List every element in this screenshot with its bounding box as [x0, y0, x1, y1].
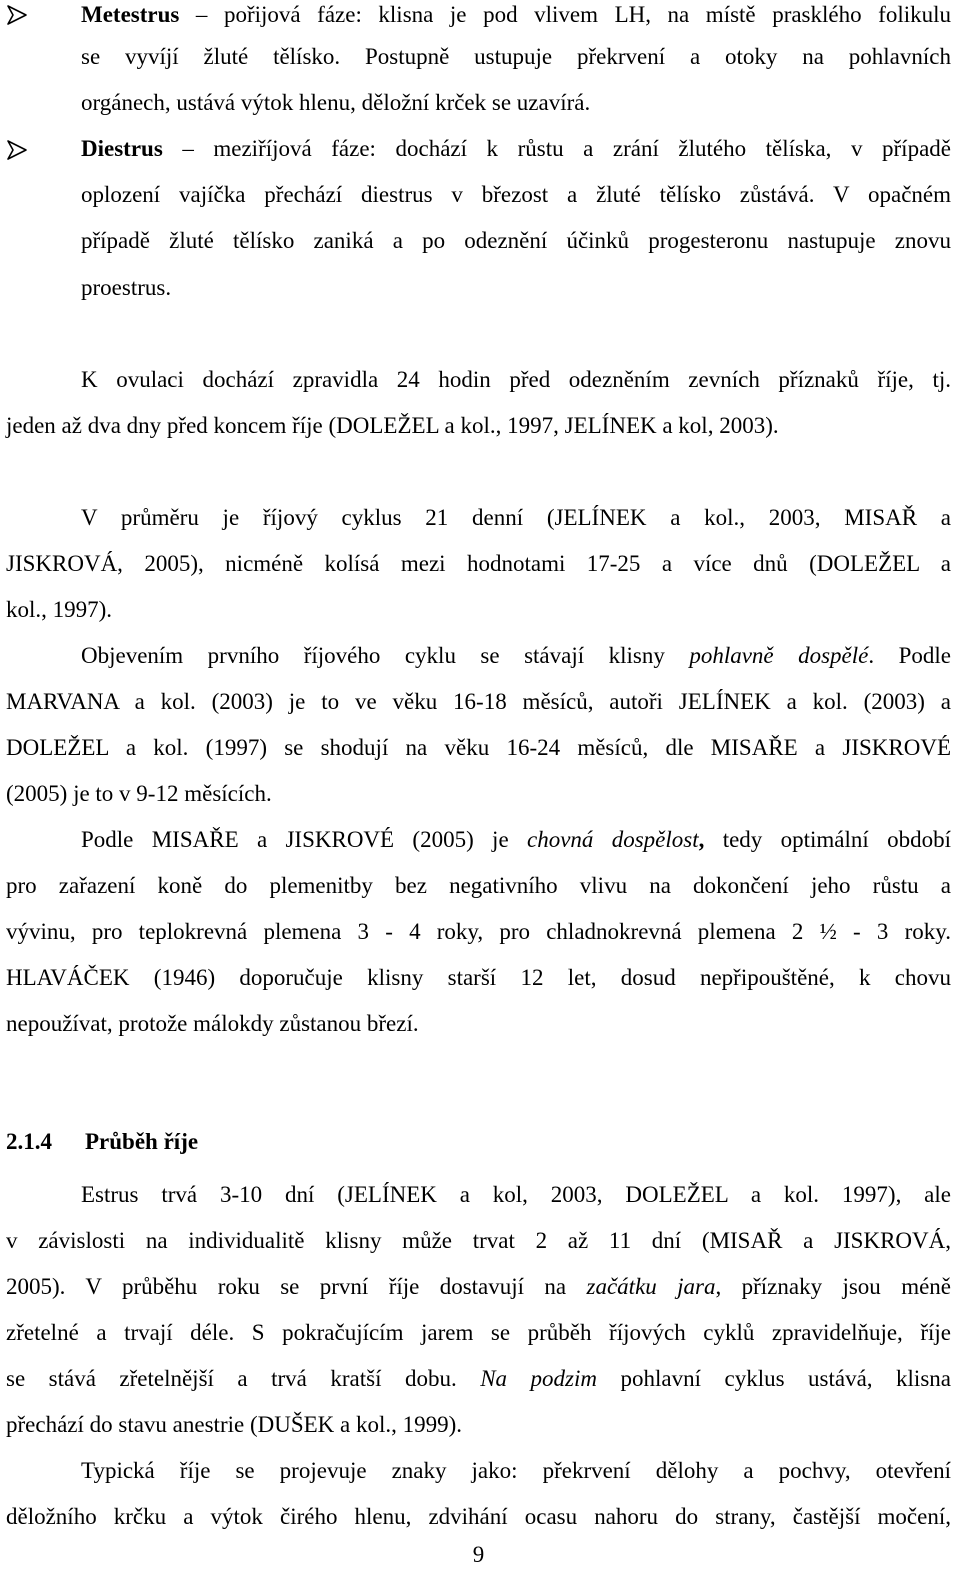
bullet-diestrus-line-1: Diestrus – meziříjová fáze: dochází k růstu a zrání žlutého tělíska, v případě	[81, 136, 951, 161]
bullet-term: Diestrus	[81, 136, 163, 161]
paragraph-maturity-line-3: DOLEŽEL a kol. (1997) se shodují na věku 16-24 měsíců, dle MISAŘE a JISKROVÉ	[6, 735, 951, 760]
paragraph-estrus-line-3: 2005). V průběhu roku se první říje dostavují na začátku jara, příznaky jsou méně	[6, 1274, 951, 1299]
paragraph-estrus-line-4: zřetelné a trvají déle. S pokračujícím jarem se průběh říjových cyklů zpravidelňuje, říje	[6, 1320, 951, 1345]
paragraph-maturity-line-2: MARVANA a kol. (2003) je to ve věku 16-18 měsíců, autoři JELÍNEK a kol. (2003) a	[6, 689, 951, 714]
section-title: Průběh říje	[85, 1129, 199, 1154]
paragraph-breeding-line-3: vývinu, pro teplokrevná plemena 3 - 4 roky, pro chladnokrevná plemena 2 ½ - 3 roky.	[6, 919, 951, 944]
page-number: 9	[472, 1542, 485, 1567]
paragraph-cycle-line-1: V průměru je říjový cyklus 21 denní (JELÍNEK a kol., 2003, MISAŘ a	[81, 505, 951, 530]
bullet-diestrus-line-3: případě žluté tělísko zaniká a po odeznění účinků progesteronu nastupuje znovu	[81, 228, 951, 253]
paragraph-ovulation-line-1: K ovulaci dochází zpravidla 24 hodin před odezněním zevních příznaků říje, tj.	[81, 367, 951, 392]
paragraph-estrus-line-6: přechází do stavu anestrie (DUŠEK a kol., 1999).	[6, 1412, 463, 1437]
section-heading	[6, 1127, 198, 1157]
emphasis-text: pohlavně dospělé	[689, 643, 869, 668]
paragraph-signs-line-1: Typická říje se projevuje znaky jako: překrvení dělohy a pochvy, otevření	[81, 1458, 951, 1483]
bullet-diestrus-line-2: oplození vajíčka přechází diestrus v březost a žluté tělísko zůstává. V opačném	[81, 182, 951, 207]
paragraph-breeding-line-4: HLAVÁČEK (1946) doporučuje klisny starší 12 let, dosud nepřipouštěné, k chovu	[6, 965, 951, 990]
bullet-metestrus-line-1: Metestrus – pořijová fáze: klisna je pod vlivem LH, na místě prasklého folikulu	[81, 2, 951, 27]
bullet-term: Metestrus	[81, 2, 180, 27]
paragraph-breeding-line-1: Podle MISAŘE a JISKROVÉ (2005) je chovná dospělost, tedy optimální období	[81, 827, 951, 852]
paragraph-cycle-line-3: kol., 1997).	[6, 597, 113, 622]
paragraph-estrus-line-2: v závislosti na individualitě klisny může trvat 2 až 11 dní (MISAŘ a JISKROVÁ,	[6, 1228, 951, 1253]
paragraph-breeding-line-2: pro zařazení koně do plemenitby bez negativního vlivu na dokončení jeho růstu a	[6, 873, 951, 898]
arrow-bullet-icon	[6, 139, 28, 161]
bullet-diestrus-line-4: proestrus.	[81, 275, 172, 300]
paragraph-breeding-line-5: nepoužívat, protože málokdy zůstanou březí.	[6, 1011, 419, 1036]
paragraph-cycle-line-2: JISKROVÁ, 2005), nicméně kolísá mezi hodnotami 17-25 a více dnů (DOLEŽEL a	[6, 551, 951, 576]
paragraph-estrus-line-1: Estrus trvá 3-10 dní (JELÍNEK a kol, 2003, DOLEŽEL a kol. 1997), ale	[81, 1182, 951, 1207]
emphasis-text: začátku jara	[586, 1274, 716, 1299]
arrow-bullet-icon	[6, 4, 28, 26]
bullet-metestrus-line-3: orgánech, ustává výtok hlenu, děložní krček se uzavírá.	[81, 90, 591, 115]
bullet-metestrus-line-2: se vyvíjí žluté tělísko. Postupně ustupuje překrvení a otoky na pohlavních	[81, 44, 951, 69]
paragraph-ovulation-line-2: jeden až dva dny před koncem říje (DOLEŽEL a kol., 1997, JELÍNEK a kol, 2003).	[6, 413, 779, 438]
section-number: 2.1.4	[6, 1129, 52, 1154]
paragraph-estrus-line-5: se stává zřetelnější a trvá kratší dobu. Na podzim pohlavní cyklus ustává, klisna	[6, 1366, 951, 1391]
paragraph-maturity-line-1: Objevením prvního říjového cyklu se stávají klisny pohlavně dospělé. Podle	[81, 643, 951, 668]
emphasis-text: chovná dospělost	[526, 827, 699, 852]
emphasis-text: Na podzim	[480, 1366, 598, 1391]
paragraph-signs-line-2: děložního krčku a výtok čirého hlenu, zdvihání ocasu nahoru do strany, častější močení,	[6, 1504, 951, 1529]
paragraph-maturity-line-4: (2005) je to v 9-12 měsících.	[6, 781, 272, 806]
